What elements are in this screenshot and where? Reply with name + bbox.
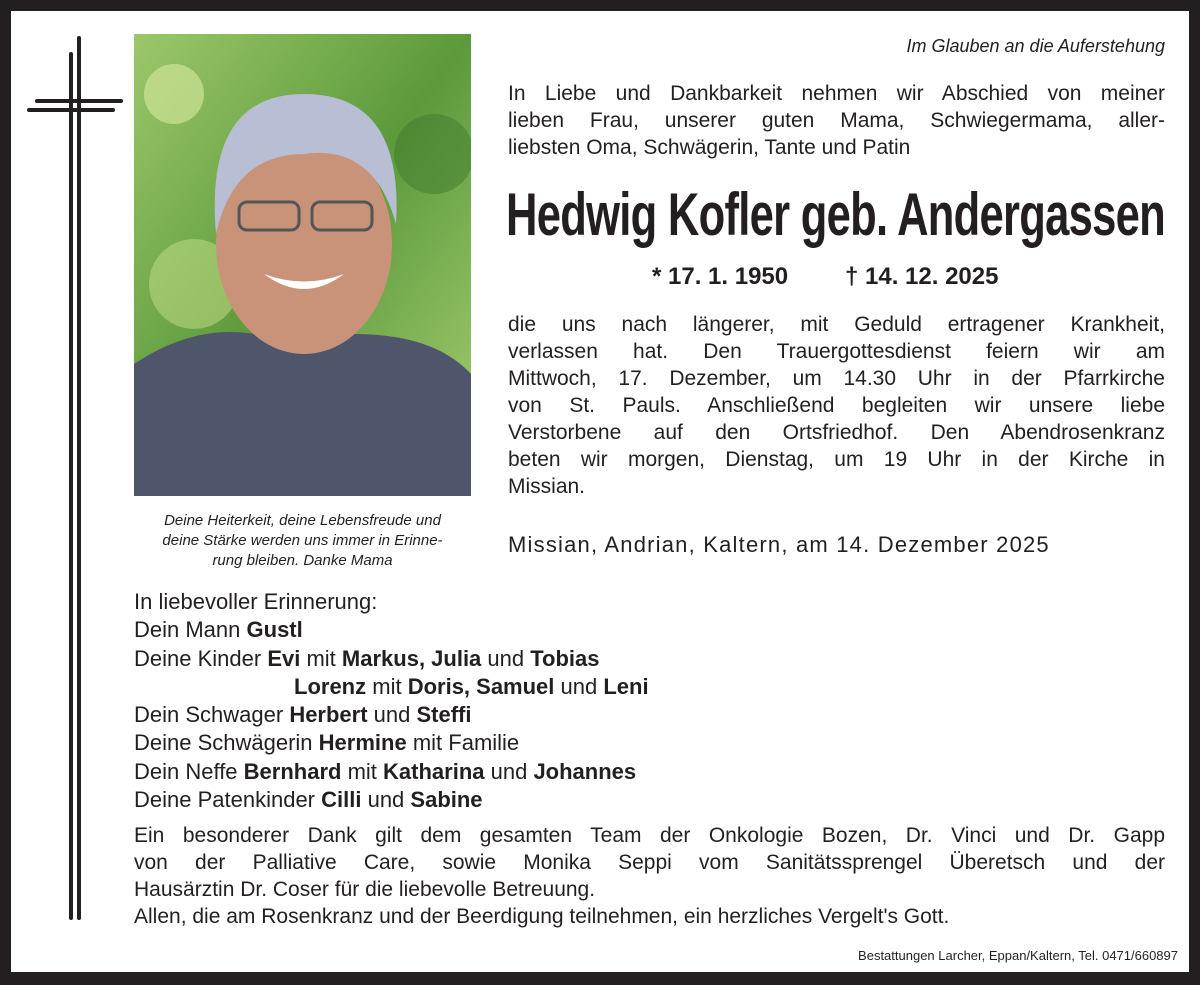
details-line: Mittwoch, 17. Dezember, um 14.30 Uhr in der Pfarrkirche [508, 367, 1165, 390]
place-date: Missian, Andrian, Kaltern, am 14. Dezember 2025 [508, 532, 1050, 557]
funeral-home-footer: Bestattungen Larcher, Eppan/Kaltern, Tel. 0471/660897 [858, 948, 1178, 963]
mourner-line [134, 786, 649, 814]
mourner-name: Bernhard [243, 758, 342, 784]
mourner-name: Cilli [321, 787, 362, 813]
mourner-name: Evi [267, 645, 301, 671]
mourner-name: Doris, Samuel [407, 673, 555, 699]
mourner-relation: Deine Patenkinder [134, 787, 322, 813]
funeral-details [508, 311, 1165, 500]
mourner-relation: Deine Kinder [134, 645, 268, 671]
caption-line: deine Stärke werden uns immer in Erinne- [162, 532, 443, 549]
mourner-relation: mit [366, 673, 408, 699]
thanks-text [134, 822, 1165, 930]
mourner-relation: und [484, 758, 534, 784]
caption-line: Deine Heiterkeit, deine Lebensfreude und [164, 512, 441, 529]
details-line: Missian. [508, 475, 586, 498]
death-date: † 14. 12. 2025 [845, 263, 999, 290]
intro-line: In Liebe und Dankbarkeit nehmen wir Abschied von meiner [508, 82, 1165, 105]
mourner-relation: und [367, 702, 417, 728]
mourner-relation: Dein Mann [134, 617, 247, 643]
mourners-list [134, 588, 649, 814]
mourner-name: Gustl [246, 617, 303, 643]
thanks-line: Allen, die am Rosenkranz und der Beerdigung teilnehmen, ein herzliches Vergelt's Gott. [134, 905, 950, 928]
mourner-relation: mit [341, 758, 384, 784]
details-line: die uns nach längerer, mit Geduld ertragener Krankheit, [508, 313, 1165, 336]
mourner-line [134, 645, 649, 673]
mourner-name: Steffi [416, 702, 472, 728]
thanks-line: Hausärztin Dr. Coser für die liebevolle Betreuung. [134, 878, 596, 901]
details-line: verlassen hat. Den Trauergottesdienst feiern wir am [508, 340, 1165, 363]
mourner-name: Johannes [533, 758, 637, 784]
mourner-name: Tobias [530, 645, 600, 671]
mourner-relation: Deine Schwägerin [134, 730, 319, 756]
details-line: Verstorbene auf den Ortsfriedhof. Den Abendrosenkranz [508, 421, 1165, 444]
mourners-heading: In liebevoller Erinnerung: [134, 589, 378, 614]
mourner-relation: mit [300, 645, 342, 671]
mourner-relation: mit Familie [406, 730, 520, 756]
details-line: beten wir morgen, Dienstag, um 19 Uhr in der Kirche in [508, 448, 1165, 471]
thanks-line: Ein besonderer Dank gilt dem gesamten Team der Onkologie Bozen, Dr. Vinci und Dr. Gapp [134, 824, 1165, 847]
mourner-line [134, 673, 649, 701]
mourner-relation: und [481, 645, 531, 671]
intro-text [508, 80, 1165, 161]
mourner-relation: und [361, 787, 411, 813]
portrait-photo [134, 34, 471, 496]
mourner-name: Sabine [410, 787, 483, 813]
mourner-relation: Dein Schwager [134, 702, 290, 728]
mourner-name: Lorenz [294, 673, 367, 699]
mourner-relation: Dein Neffe [134, 758, 244, 784]
intro-line: lieben Frau, unserer guten Mama, Schwiegermama, aller- [508, 109, 1165, 132]
birth-date: * 17. 1. 1950 [652, 263, 789, 290]
mourner-line [134, 729, 649, 757]
mourner-name: Leni [603, 673, 649, 699]
mourner-line [134, 758, 649, 786]
mourner-name: Herbert [289, 702, 368, 728]
photo-caption [134, 511, 471, 571]
mourner-line [134, 616, 649, 644]
thanks-line: von der Palliative Care, sowie Monika Seppi vom Sanitätssprengel Überetsch und der [134, 851, 1165, 874]
mourner-name: Katharina [383, 758, 485, 784]
mourner-relation: und [554, 673, 604, 699]
mourner-name: Hermine [318, 730, 407, 756]
deceased-name: Hedwig Kofler geb. Andergassen [506, 181, 1165, 248]
details-line: von St. Pauls. Anschließend begleiten wir unsere liebe [508, 394, 1165, 417]
caption-line: rung bleiben. Danke Mama [212, 552, 393, 569]
mourner-line [134, 701, 649, 729]
intro-line: liebsten Oma, Schwägerin, Tante und Patin [508, 136, 911, 159]
motto: Im Glauben an die Auferstehung [906, 36, 1165, 56]
mourner-name: Markus, Julia [341, 645, 482, 671]
